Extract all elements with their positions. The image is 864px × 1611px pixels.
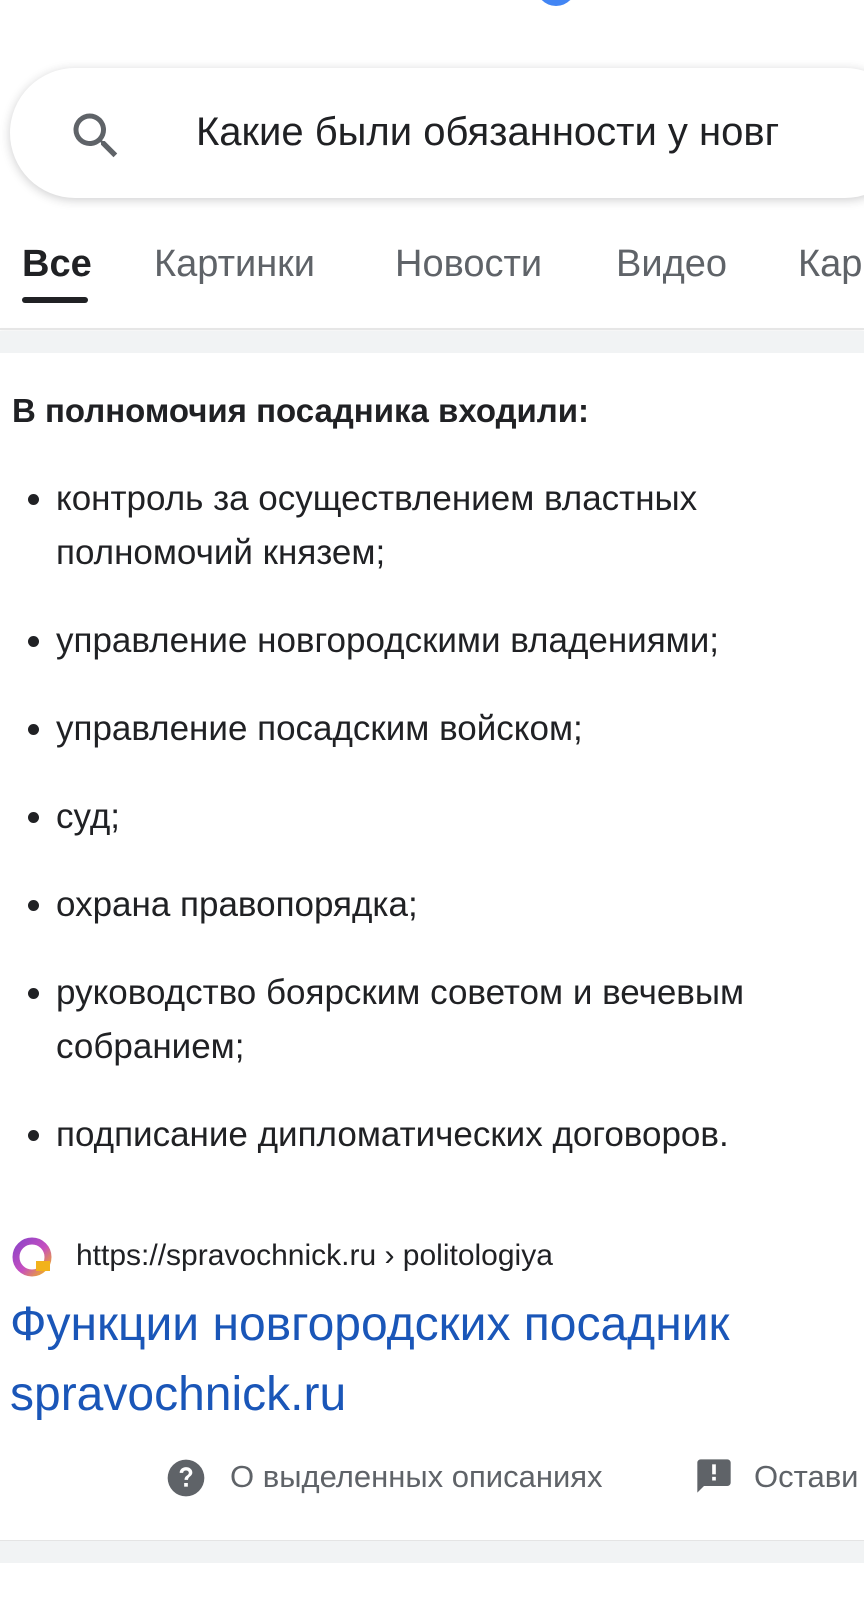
result-title-link[interactable] [10, 1290, 864, 1430]
list-item: суд; [12, 790, 862, 844]
search-input[interactable]: Какие были обязанности у новг [196, 110, 780, 154]
tab-images[interactable]: Картинки [154, 243, 316, 285]
search-tabs [0, 225, 864, 325]
section-separator [0, 1540, 864, 1563]
snippet-footer [0, 1450, 864, 1510]
about-featured-snippets-link[interactable]: О выделенных описаниях [230, 1459, 603, 1494]
tab-all[interactable]: Все [22, 243, 92, 285]
google-logo-fragment [536, 0, 576, 6]
list-item: подписание дипломатических договоров. [12, 1108, 862, 1162]
result-title-line[interactable]: Функции новгородских посадник [10, 1298, 730, 1351]
active-tab-indicator [22, 297, 88, 303]
list-item: управление новгородскими владениями; [12, 614, 862, 668]
section-separator [0, 331, 864, 353]
tabs-divider [0, 328, 864, 330]
feedback-icon[interactable] [694, 1456, 734, 1496]
result-url[interactable]: https://spravochnick.ru › politologiya [76, 1239, 553, 1272]
list-item: руководство боярским советом и вечевым собранием; [12, 966, 862, 1074]
list-item: контроль за осуществлением властных полномочий князем; [12, 472, 862, 580]
search-icon[interactable] [66, 106, 126, 166]
search-box[interactable] [10, 68, 864, 198]
tab-maps[interactable]: Кар [798, 243, 863, 285]
snippet-heading: В полномочия посадника входили: [12, 392, 590, 429]
help-icon[interactable] [166, 1458, 206, 1498]
feedback-link[interactable]: Остави [754, 1459, 859, 1494]
list-item: охрана правопорядка; [12, 878, 862, 932]
list-item: управление посадским войском; [12, 702, 862, 756]
tab-news[interactable]: Новости [395, 243, 543, 285]
tab-video[interactable]: Видео [616, 243, 728, 285]
snippet-list [12, 472, 862, 1196]
site-favicon-icon [10, 1235, 54, 1279]
result-title-site[interactable]: spravochnick.ru [10, 1368, 347, 1421]
